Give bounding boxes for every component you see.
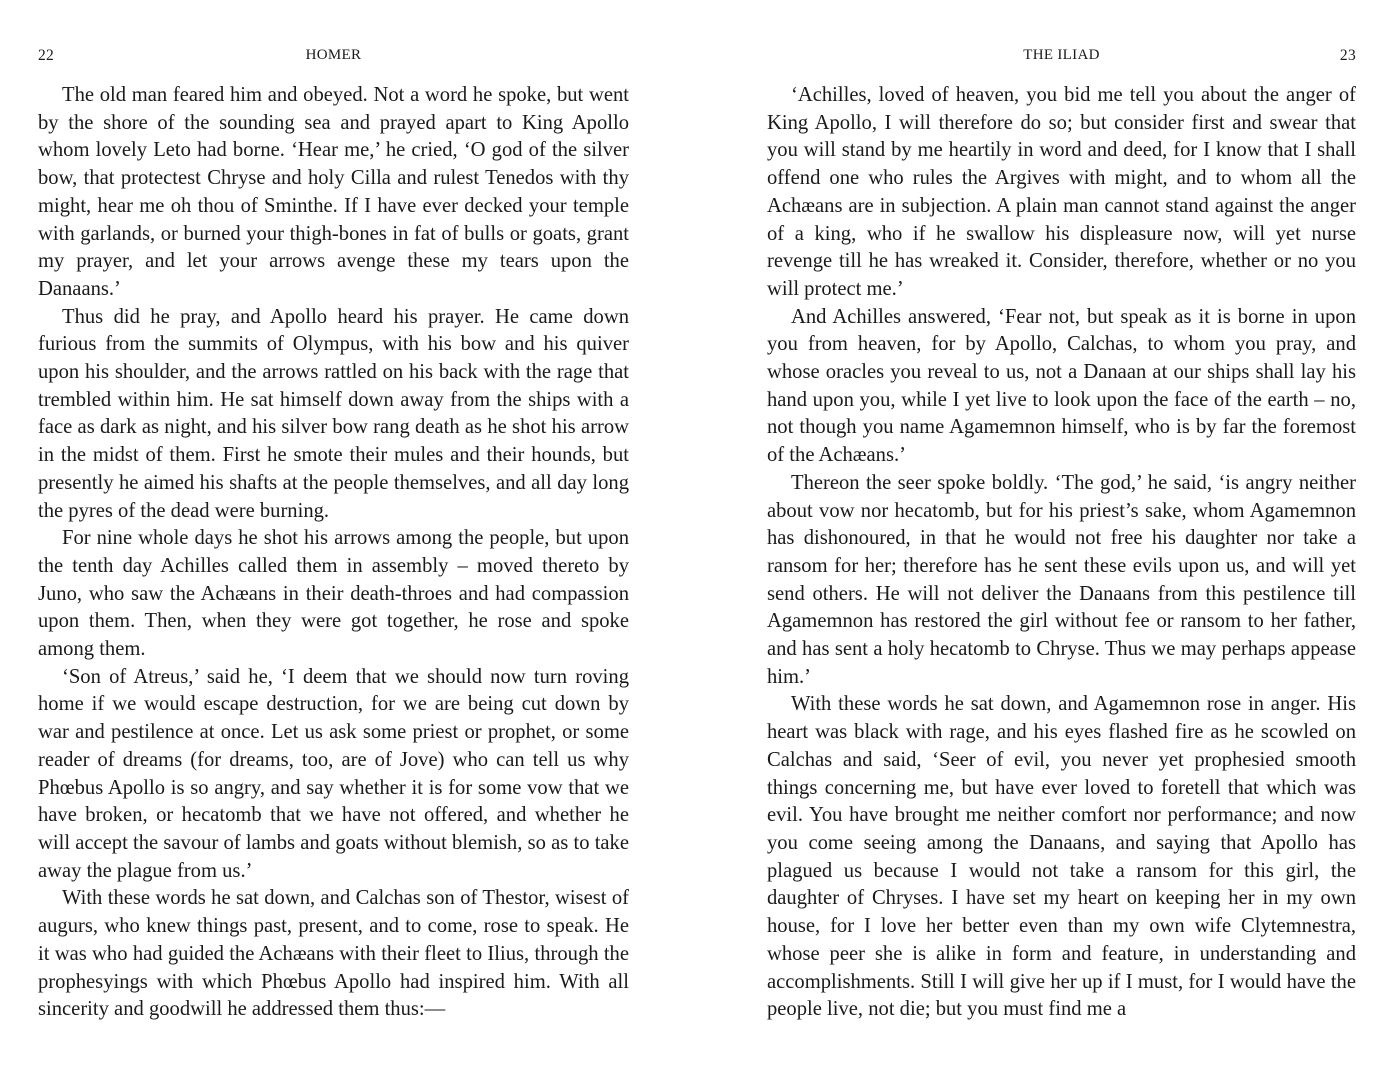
right-page <box>767 0 1356 1080</box>
left-page <box>38 0 629 1080</box>
running-head-title: THE ILIAD <box>1023 47 1100 63</box>
paragraph: Thus did he pray, and Apollo heard his prayer. He came down furious from the summits of Olympus, with his bow and his quiver upon his shoulder, and the arrows rattled on his back with the rage that trembled within him. He sat himself down away from the ships with a face as dark as night, and his silver bow rang death as he shot his arrow in the midst of them. First he smote their mules and their hounds, but presently he aimed his shafts at the people themselves, and all day long the pyres of the dead were burning. <box>38 305 629 522</box>
right-running-head <box>767 47 1356 69</box>
right-page-text <box>767 82 1356 1024</box>
paragraph: For nine whole days he shot his arrows among the people, but upon the tenth day Achilles called them in assembly – moved thereto by Juno, who saw the Achæans in their death-throes and had compassion upon them. Then, when they were got together, he rose and spoke among them. <box>38 527 629 661</box>
left-page-text <box>38 82 629 1024</box>
page-number: 23 <box>1339 47 1356 64</box>
paragraph: With these words he sat down, and Agamemnon rose in anger. His heart was black with rage, and his eyes flashed fire as he scowled on Calchas and said, ‘Seer of evil, you never yet prophesied smooth things concerning me, but have ever loved to foretell that which was evil. You have brought me neither comfort nor performance; and now you come seeing among the Danaans, and saying that Apollo has plagued us because I would not take a ransom for this girl, the daughter of Chryses. I have set my heart on keeping her in my own house, for I love her better even than my own wife Clytemnestra, whose peer she is alike in form and feature, in understanding and accomplishments. Still I will give her up if I must, for I would have the people live, not die; but you must find me a <box>767 693 1356 1021</box>
page-number: 22 <box>38 47 55 64</box>
paragraph: The old man feared him and obeyed. Not a word he spoke, but went by the shore of the sounding sea and prayed apart to King Apollo whom lovely Leto had borne. ‘Hear me,’ he cried, ‘O god of the silver bow, that protectest Chryse and holy Cilla and rulest Tenedos with thy might, hear me oh thou of Sminthe. If I have ever decked your temple with garlands, or burned your thigh-bones in fat of bulls or goats, grant my prayer, and let your arrows avenge these my tears upon the Danaans.’ <box>38 84 629 300</box>
paragraph: With these words he sat down, and Calchas son of Thestor, wisest of augurs, who knew things past, present, and to come, rose to speak. He it was who had guided the Achæans with their fleet to Ilius, through the prophesyings with which Phœbus Apollo had inspired him. With all sincerity and goodwill he addressed them thus:— <box>38 887 629 1021</box>
paragraph: ‘Achilles, loved of heaven, you bid me tell you about the anger of King Apollo, I will therefore do so; but consider first and swear that you will stand by me heartily in word and deed, for I know that I shall offend one who rules the Argives with might, and to whom all the Achæans are in subjection. A plain man cannot stand against the anger of a king, who if he swallow his displeasure now, will yet nurse revenge till he has wreaked it. Consider, therefore, whether or no you will protect me.’ <box>767 84 1356 300</box>
paragraph: ‘Son of Atreus,’ said he, ‘I deem that we should now turn roving home if we would escape destruction, for we are being cut down by war and pestilence at once. Let us ask some priest or prophet, or some reader of dreams (for dreams, too, are of Jove) who can tell us why Phœbus Apollo is so angry, and say whether it is for some vow that we have broken, or hecatomb that we have not offered, and whether he will accept the savour of lambs and goats without blemish, so as to take away the plague from us.’ <box>38 665 629 882</box>
paragraph: And Achilles answered, ‘Fear not, but speak as it is borne in upon you from heaven, for by Apollo, Calchas, to whom you pray, and whose oracles you reveal to us, not a Danaan at our ships shall lay his hand upon you, while I yet live to look upon the face of the earth – no, not though you name Agamemnon himself, who is by far the foremost of the Achæans.’ <box>767 305 1356 467</box>
running-head-title: HOMER <box>305 47 362 63</box>
left-running-head <box>38 47 629 69</box>
paragraph: Thereon the seer spoke boldly. ‘The god,’ he said, ‘is angry neither about vow nor hecatomb, but for his priest’s sake, whom Agamemnon has dishonoured, in that he would not free his daughter nor take a ransom for her; therefore has he sent these evils upon us, and will yet send others. He will not deliver the Danaans from this pestilence till Agamemnon has restored the girl without fee or ransom to her father, and has sent a holy hecatomb to Chryse. Thus we may perhaps appease him.’ <box>767 471 1356 688</box>
